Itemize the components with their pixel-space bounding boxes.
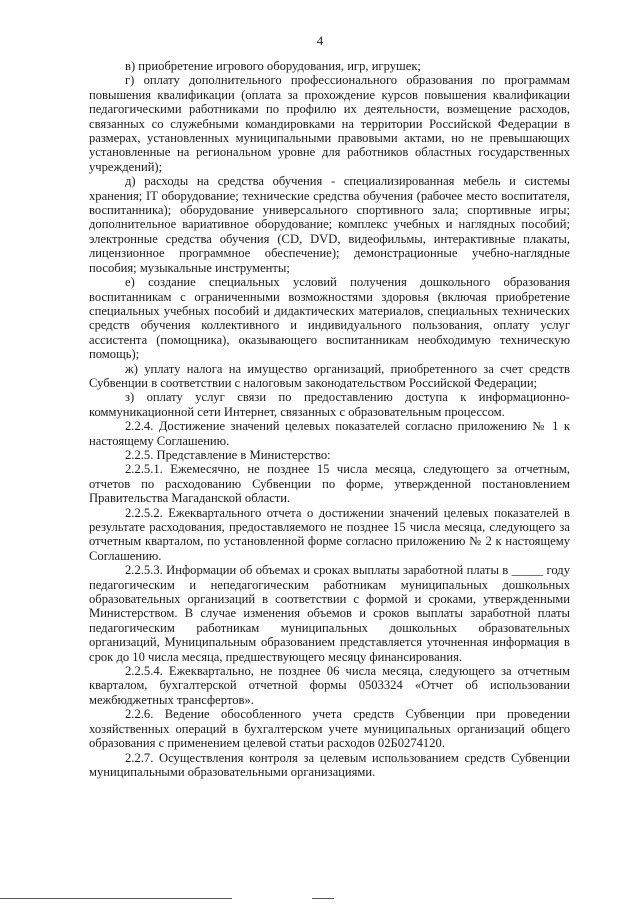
clause-2-2-5-3: 2.2.5.3. Информации об объемах и сроках выплаты заработной платы в _____ году педагогическим и непедагогическим работникам муниципальных дошкольных образовательных организаций в соответствии с формой и сроками, утвержденными Министерством. В случае изменения объемов и сроков выплаты заработной платы педагогическим работникам муниципальных дошкольных образовательных организаций, Муниципальным образованием представляется уточненная информация в срок до 10 числа месяца, предшествующего месяцу финансирования.: [89, 563, 570, 664]
clause-2-2-6: 2.2.6. Ведение обособленного учета средств Субвенции при проведении хозяйственных операций в бухгалтерском учете муниципальных организаций общего образования с применением целевой статьи расходов 02Б0274120.: [89, 707, 570, 751]
paragraph-d: д) расходы на средства обучения - специализированная мебель и системы хранения; IT оборудование; технические средства обучения (рабочее место воспитателя, воспитанника); оборудование универсального спортивного зала; спортивные игры; дополнительное вариативное оборудование; комплекс учебных и наглядных пособий; электронные средства обучения (CD, DVD, видеофильмы, интерактивные плакаты, лицензионное программное обеспечение); демонстрационные учебно-наглядные пособия; музыкальные инструменты;: [89, 174, 570, 275]
paragraph-z: з) оплату услуг связи по предоставлению доступа к информационно-коммуникационной сети Интернет, связанных с образовательным процессом.: [89, 390, 570, 419]
paragraph-v: в) приобретение игрового оборудования, игр, игрушек;: [125, 59, 421, 73]
clause-2-2-5-1: 2.2.5.1. Ежемесячно, не позднее 15 числа месяца, следующего за отчетным, отчетов по расходованию Субвенции по форме, утвержденной постановлением Правительства Магаданской области.: [89, 462, 570, 506]
clause-2-2-7: 2.2.7. Осуществления контроля за целевым использованием средств Субвенции муниципальными образовательными организациями.: [89, 750, 570, 779]
scan-artifact-line: [312, 898, 334, 899]
clause-2-2-4: 2.2.4. Достижение значений целевых показателей согласно приложению № 1 к настоящему Соглашению.: [89, 419, 570, 448]
clause-2-2-5-2: 2.2.5.2. Ежеквартального отчета о достижении значений целевых показателей в результате расходования, предоставляемого не позднее 15 числа месяца, следующего за отчетным кварталом, по установленной форме согласно приложению № 2 к настоящему Соглашению.: [89, 505, 570, 563]
clause-2-2-5: 2.2.5. Представление в Министерство:: [125, 447, 331, 462]
clause-2-2-5-4: 2.2.5.4. Ежеквартально, не позднее 06 числа месяца, следующего за отчетным кварталом, бухгалтерской отчетной формы 0503324 «Отчет об использовании межбюджетных трансфертов».: [89, 664, 570, 707]
paragraph-e: е) создание специальных условий получения дошкольного образования воспитанникам с ограниченными возможностями здоровья (включая приобретение специальных учебных пособий и дидактических материалов, специальных технических средств обучения коллективного и индивидуального пользования, оплату услуг ассистента (помощника), оказывающего воспитанникам необходимую техническую помощь);: [89, 275, 570, 362]
page-number: 4: [316, 33, 324, 48]
document-body: [89, 59, 570, 779]
paragraph-g: г) оплату дополнительного профессионального образования по программам повышения квалификации (оплата за прохождение курсов повышения квалификации педагогическими работниками по профилю их деятельности, возмещение расходов, связанных со служебными командировками на территории Российской Федерации в размерах, установленных муниципальными правовыми актами, но не превышающих установленные на региональном уровне для работников областных государственных учреждений);: [89, 73, 570, 174]
scan-artifact-line: [0, 898, 232, 899]
paragraph-zh: ж) уплату налога на имущество организаций, приобретенного за счет средств Субвенции в соответствии с налоговым законодательством Российской Федерации;: [89, 361, 570, 390]
